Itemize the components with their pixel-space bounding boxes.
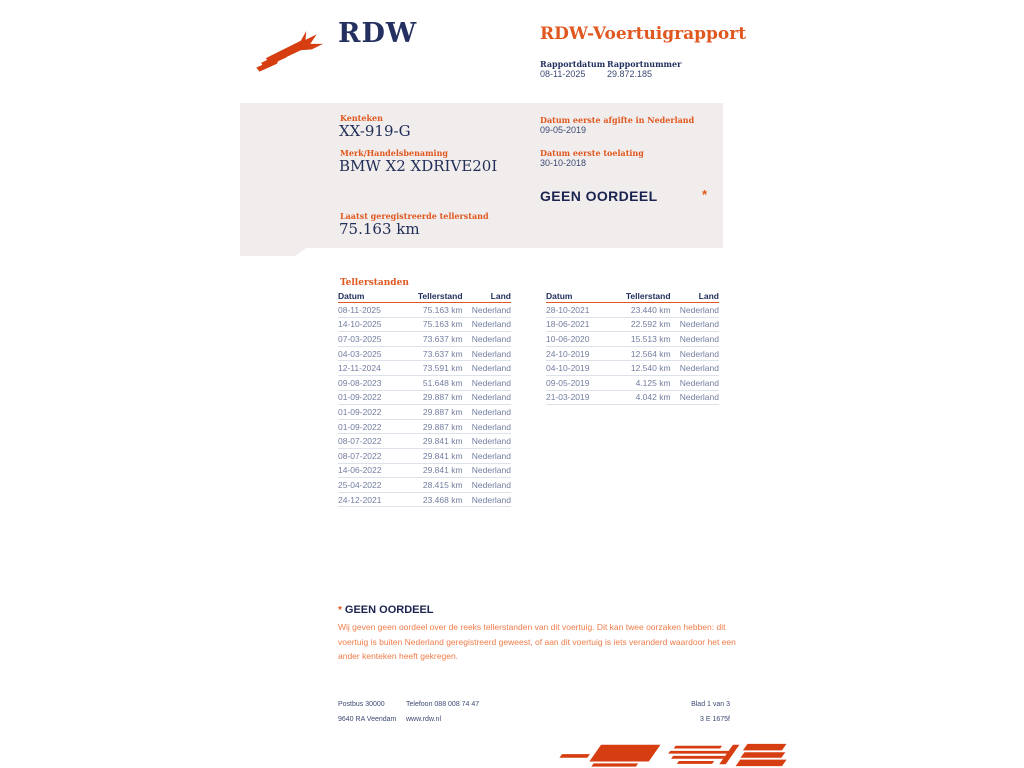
table-cell: 24-10-2019 [546, 348, 590, 359]
table-row [338, 332, 511, 347]
table-row [338, 376, 511, 391]
table-row [546, 303, 719, 318]
table-cell: 15.513 km [630, 333, 671, 344]
table-cell: 18-06-2021 [546, 319, 590, 330]
table-cell: Nederland [679, 348, 719, 359]
footer-address-line1: Postbus 30000 [338, 701, 385, 708]
report-number-value: 29.872.185 [607, 69, 653, 79]
table-cell: 73.637 km [422, 348, 463, 359]
table-cell: 04-03-2025 [338, 348, 382, 359]
footnote-title-text: GEEN OORDEEL [344, 604, 434, 616]
table-cell: 25-04-2022 [338, 479, 382, 490]
table-cell: 08-11-2025 [338, 304, 381, 315]
table-row [338, 405, 511, 420]
merk-value: BMW X2 XDRIVE20I [339, 157, 498, 175]
table-cell: 21-03-2019 [546, 392, 590, 403]
table-cell: Nederland [471, 421, 511, 432]
table-cell: Nederland [679, 392, 719, 403]
table-cell: 28-10-2021 [546, 304, 590, 315]
table-row [338, 478, 511, 493]
table-cell: Nederland [679, 319, 719, 330]
table-cell: 22.592 km [630, 319, 671, 330]
table-cell: 14-06-2022 [338, 465, 382, 476]
table-header-row [546, 290, 719, 303]
table-cell: 01-09-2022 [338, 392, 382, 403]
merk-label: Merk/Handelsbenaming [340, 148, 449, 158]
table-row [338, 493, 511, 508]
report-date-label: Rapportdatum [540, 59, 606, 69]
footer-phone: Telefoon 088 008 74 47 [406, 701, 480, 708]
table-cell: 09-08-2023 [338, 377, 382, 388]
table-cell: 29.887 km [422, 392, 463, 403]
rdw-logo-text: RDW [338, 18, 418, 49]
table-cell: Nederland [471, 450, 511, 461]
table-row [338, 449, 511, 464]
eerste-toelating-value: 30-10-2018 [540, 158, 587, 168]
table-cell: 01-09-2022 [338, 406, 382, 417]
table-row [546, 376, 719, 391]
table-cell: 75.163 km [422, 304, 463, 315]
table-row [338, 347, 511, 362]
table-row [338, 318, 511, 333]
table-cell: Nederland [471, 319, 511, 330]
table-cell: Nederland [679, 377, 719, 388]
table-cell: Nederland [471, 494, 511, 505]
table-cell: 08-07-2022 [338, 450, 382, 461]
column-header-tellerstand: Tellerstand [417, 291, 463, 301]
page-title: RDW-Voertuigrapport [540, 24, 747, 44]
table-cell: Nederland [679, 304, 719, 315]
table-cell: 51.648 km [422, 377, 463, 388]
table-row [338, 420, 511, 435]
asterisk-marker: * [702, 187, 708, 202]
footer-address-line2: 9640 RA Veendam [338, 716, 397, 723]
table-cell: Nederland [471, 333, 511, 344]
table-row [546, 391, 719, 406]
table-cell: Nederland [471, 377, 511, 388]
table-cell: 29.887 km [422, 406, 463, 417]
table-cell: 28.415 km [422, 479, 463, 490]
table-row [338, 391, 511, 406]
wing-stripes-graphic-icon [548, 742, 788, 768]
kenteken-value: XX-919-G [339, 122, 411, 140]
table-cell: Nederland [471, 363, 511, 374]
table-row [546, 361, 719, 376]
table-cell: 07-03-2025 [338, 333, 382, 344]
table-cell: 12.540 km [630, 363, 671, 374]
table-cell: 29.887 km [422, 421, 463, 432]
table-cell: Nederland [471, 392, 511, 403]
table-cell: 09-05-2019 [546, 377, 590, 388]
table-cell: 12-11-2024 [338, 363, 381, 374]
footnote-body: Wij geven geen oordeel over de reeks tellerstanden van dit voertuig. Dit kan twee oorzaken hebben: dit voertuig is buiten Nederland geregistreerd geweest, of aan dit voertuig is iets veranderd waardoor het een ander kenteken heeft gekregen. [338, 622, 736, 661]
table-cell: Nederland [679, 363, 719, 374]
kenteken-label: Kenteken [340, 113, 383, 123]
footer-website: www.rdw.nl [406, 716, 442, 723]
table-cell: 4.125 km [635, 377, 671, 388]
table-cell: Nederland [471, 465, 511, 476]
table-cell: 29.841 km [422, 465, 463, 476]
table-cell: 73.591 km [422, 363, 463, 374]
footer-page-number: Blad 1 van 3 [691, 701, 730, 708]
table-cell: 04-10-2019 [546, 363, 590, 374]
laatste-tellerstand-label: Laatst geregistreerde tellerstand [340, 211, 489, 221]
table-cell: 29.841 km [422, 436, 463, 447]
table-row [338, 434, 511, 449]
column-header-datum: Datum [338, 291, 365, 301]
table-cell: 4.042 km [635, 392, 671, 403]
eerste-afgifte-label: Datum eerste afgifte in Nederland [540, 115, 695, 125]
table-cell: Nederland [471, 436, 511, 447]
tellerstanden-table-left [338, 290, 511, 507]
table-cell: 12.564 km [630, 348, 671, 359]
table-cell: 24-12-2021 [338, 494, 382, 505]
report-number-label: Rapportnummer [607, 59, 682, 69]
column-header-land: Land [698, 291, 719, 301]
eerste-afgifte-value: 09-05-2019 [540, 125, 587, 135]
rdw-bird-logo-icon [256, 28, 336, 74]
asterisk-marker: * [338, 605, 342, 616]
laatste-tellerstand-value: 75.163 km [339, 220, 420, 238]
column-header-tellerstand: Tellerstand [625, 291, 671, 301]
footer-form-code: 3 E 1675f [700, 716, 730, 723]
table-cell: 23.440 km [630, 304, 671, 315]
panel-notch-decoration [240, 248, 306, 256]
table-cell: Nederland [471, 479, 511, 490]
table-cell: Nederland [471, 348, 511, 359]
column-header-land: Land [490, 291, 511, 301]
table-row [546, 318, 719, 333]
table-cell: 14-10-2025 [338, 319, 382, 330]
table-cell: Nederland [471, 406, 511, 417]
table-header-row [338, 290, 511, 303]
table-cell: 73.637 km [422, 333, 463, 344]
table-row [546, 347, 719, 362]
table-row [338, 464, 511, 479]
tellerstanden-heading: Tellerstanden [340, 278, 409, 288]
table-cell: Nederland [471, 304, 511, 315]
table-cell: 23.468 km [422, 494, 463, 505]
table-cell: 10-06-2020 [546, 333, 590, 344]
column-header-datum: Datum [546, 291, 573, 301]
report-date-value: 08-11-2025 [540, 69, 586, 79]
oordeel-status: GEEN OORDEEL [540, 188, 658, 204]
table-row [546, 332, 719, 347]
eerste-toelating-label: Datum eerste toelating [540, 148, 644, 158]
footnote-title [338, 604, 434, 616]
table-row [338, 361, 511, 376]
table-cell: 29.841 km [422, 450, 463, 461]
table-cell: 75.163 km [422, 319, 463, 330]
table-cell: 01-09-2022 [338, 421, 382, 432]
tellerstanden-table-right [546, 290, 719, 405]
table-cell: Nederland [679, 333, 719, 344]
table-cell: 08-07-2022 [338, 436, 382, 447]
table-row [338, 303, 511, 318]
